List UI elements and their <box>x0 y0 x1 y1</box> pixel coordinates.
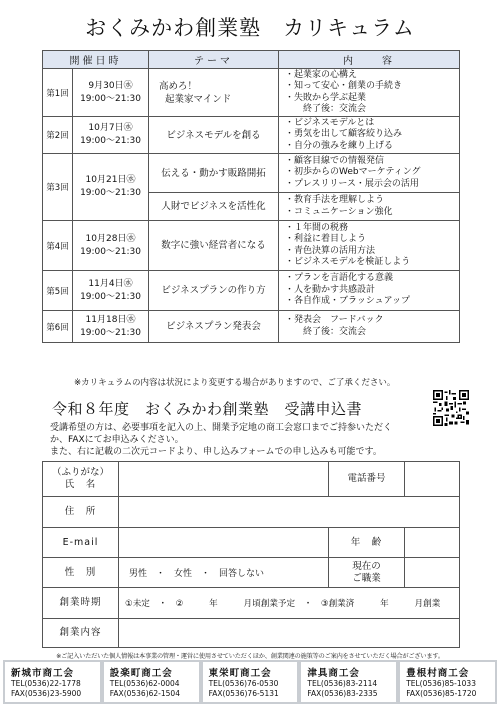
phone-label: 電話番号 <box>329 462 405 497</box>
age-label: 年 齢 <box>329 528 405 558</box>
occupation-field[interactable] <box>405 558 460 588</box>
chamber-name: 新城市商工会 <box>11 668 75 679</box>
chamber-tel: TEL(0536)76-0530 <box>208 679 279 688</box>
session-datetime: 10月28日㊌ 19:00～21:30 <box>73 221 149 271</box>
session-theme: 人財でビジネスを活性化 <box>149 193 279 221</box>
session-content: ・ビジネスモデルとは ・勇気を出して顧客絞り込み ・自分の強みを練り上げる <box>279 117 460 154</box>
session-number: 第6回 <box>43 311 73 343</box>
session-datetime: 10月21日㊌ 19:00～21:30 <box>73 154 149 221</box>
application-form <box>42 461 460 648</box>
session-number: 第2回 <box>43 117 73 154</box>
session-theme: 高めろ！ 起業家マインド <box>149 69 279 117</box>
curriculum-note: ※カリキュラムの内容は状況により変更する場合がありますので、ご了承ください。 <box>74 378 396 388</box>
timing-options[interactable]: ①未定 ・ ② 年 月頃創業予定 ・ ③創業済 年 月創業 <box>119 588 460 619</box>
table-row <box>43 271 460 311</box>
table-row <box>43 221 460 271</box>
privacy-footnote: ※ご記入いただいた個人情報は本事業の管理・運営に使用させていただくほか、創業関連の施策等のご案内をさせていただく場合がございます。 <box>56 653 444 660</box>
session-content: ・教育手法を理解しよう ・コミュニケーション強化 <box>279 193 460 221</box>
content-field[interactable] <box>119 619 460 648</box>
qr-code-icon[interactable] <box>433 390 469 426</box>
chamber-name: 設楽町商工会 <box>109 668 173 679</box>
chamber-fax: FAX(0536)62-1504 <box>109 688 180 698</box>
chamber-fax: FAX(0536)76-5131 <box>208 688 279 698</box>
chamber-tsugu <box>301 662 396 702</box>
chamber-toei <box>203 662 298 702</box>
chamber-tel: TEL(0536)83-2114 <box>307 679 378 688</box>
name-field[interactable] <box>119 462 329 497</box>
occupation-label: 現在の ご職業 <box>329 558 405 588</box>
header-content: 内 容 <box>279 51 460 69</box>
chamber-tel: TEL(0536)22-1778 <box>11 679 81 688</box>
gender-label: 性 別 <box>43 558 119 588</box>
table-row <box>43 69 460 117</box>
session-number: 第1回 <box>43 69 73 117</box>
chamber-name: 津具商工会 <box>307 668 360 679</box>
email-label: E-mail <box>43 528 119 558</box>
page-title: おくみかわ創業塾 カリキュラム <box>85 16 415 40</box>
chamber-shitara <box>104 662 199 702</box>
chamber-fax: FAX(0536)83-2335 <box>307 688 378 698</box>
chamber-name: 東栄町商工会 <box>208 668 272 679</box>
header-datetime: 開催日時 <box>43 51 149 69</box>
curriculum-table <box>42 50 460 343</box>
address-field[interactable] <box>119 497 460 528</box>
form-row-address <box>43 497 460 528</box>
table-row <box>43 117 460 154</box>
chamber-tel: TEL(0536)85-1033 <box>406 679 476 688</box>
gender-options[interactable]: 男性 ・ 女性 ・ 回答しない <box>119 558 329 588</box>
curriculum-header-row <box>43 51 460 69</box>
form-row-gender <box>43 558 460 588</box>
table-row <box>43 311 460 343</box>
age-field[interactable] <box>405 528 460 558</box>
session-content: ・プランを言語化する意義 ・人を動かす共感設計 ・各自作成・ブラッシュアップ <box>279 271 460 311</box>
session-theme: ビジネスモデルを創る <box>149 117 279 154</box>
session-datetime: 11月4日㊌ 19:00～21:30 <box>73 271 149 311</box>
phone-field[interactable] <box>405 462 460 497</box>
session-datetime: 10月7日㊌ 19:00～21:30 <box>73 117 149 154</box>
chamber-fax: FAX(0536)85-1720 <box>406 688 477 698</box>
session-content: ・起業家の心構え ・知って安心・創業の手続き ・失敗から学ぶ起業 終了後：交流会 <box>279 69 460 117</box>
session-theme: 伝える・動かす販路開拓 <box>149 154 279 193</box>
session-datetime: 9月30日㊌ 19:00～21:30 <box>73 69 149 117</box>
session-number: 第4回 <box>43 221 73 271</box>
table-row <box>43 154 460 193</box>
form-intro: 受講希望の方は、必要事項を記入の上、開業予定地の商工会窓口までご持参いただく か、FAXにてお申込みください。 また、右に記載の二次元コードより、申し込みフォームでの申し込みも可能です。 <box>50 423 393 457</box>
form-row-content <box>43 619 460 648</box>
email-field[interactable] <box>119 528 329 558</box>
session-number: 第5回 <box>43 271 73 311</box>
timing-label: 創業時期 <box>43 588 119 619</box>
content-label: 創業内容 <box>43 619 119 648</box>
chamber-toyone <box>400 662 495 702</box>
session-content: ・１年間の税務 ・利益に着目しよう ・青色決算の活用方法 ・ビジネスモデルを検証しよう <box>279 221 460 271</box>
name-label: （ふりがな） 氏 名 <box>43 462 119 497</box>
session-number: 第3回 <box>43 154 73 221</box>
session-theme: ビジネスプラン発表会 <box>149 311 279 343</box>
form-row-email <box>43 528 460 558</box>
session-datetime: 11月18日㊌ 19:00～21:30 <box>73 311 149 343</box>
chamber-name: 豊根村商工会 <box>406 668 470 679</box>
form-row-name <box>43 462 460 497</box>
address-label: 住 所 <box>43 497 119 528</box>
form-row-timing <box>43 588 460 619</box>
header-theme: テーマ <box>149 51 279 69</box>
chambers-footer <box>3 660 497 704</box>
chamber-fax: FAX(0536)23-5900 <box>11 688 82 698</box>
session-theme: ビジネスプランの作り方 <box>149 271 279 311</box>
session-theme: 数字に強い経営者になる <box>149 221 279 271</box>
session-content: ・発表会 フードバック 終了後：交流会 <box>279 311 460 343</box>
session-content: ・顧客目線での情報発信 ・初歩からのWebマーケティング ・プレスリリース・展示会の活用 <box>279 154 460 193</box>
form-title: 令和８年度 おくみかわ創業塾 受講申込書 <box>52 400 363 418</box>
chamber-tel: TEL(0536)62-0004 <box>109 679 180 688</box>
chamber-shinshiro <box>5 662 100 702</box>
